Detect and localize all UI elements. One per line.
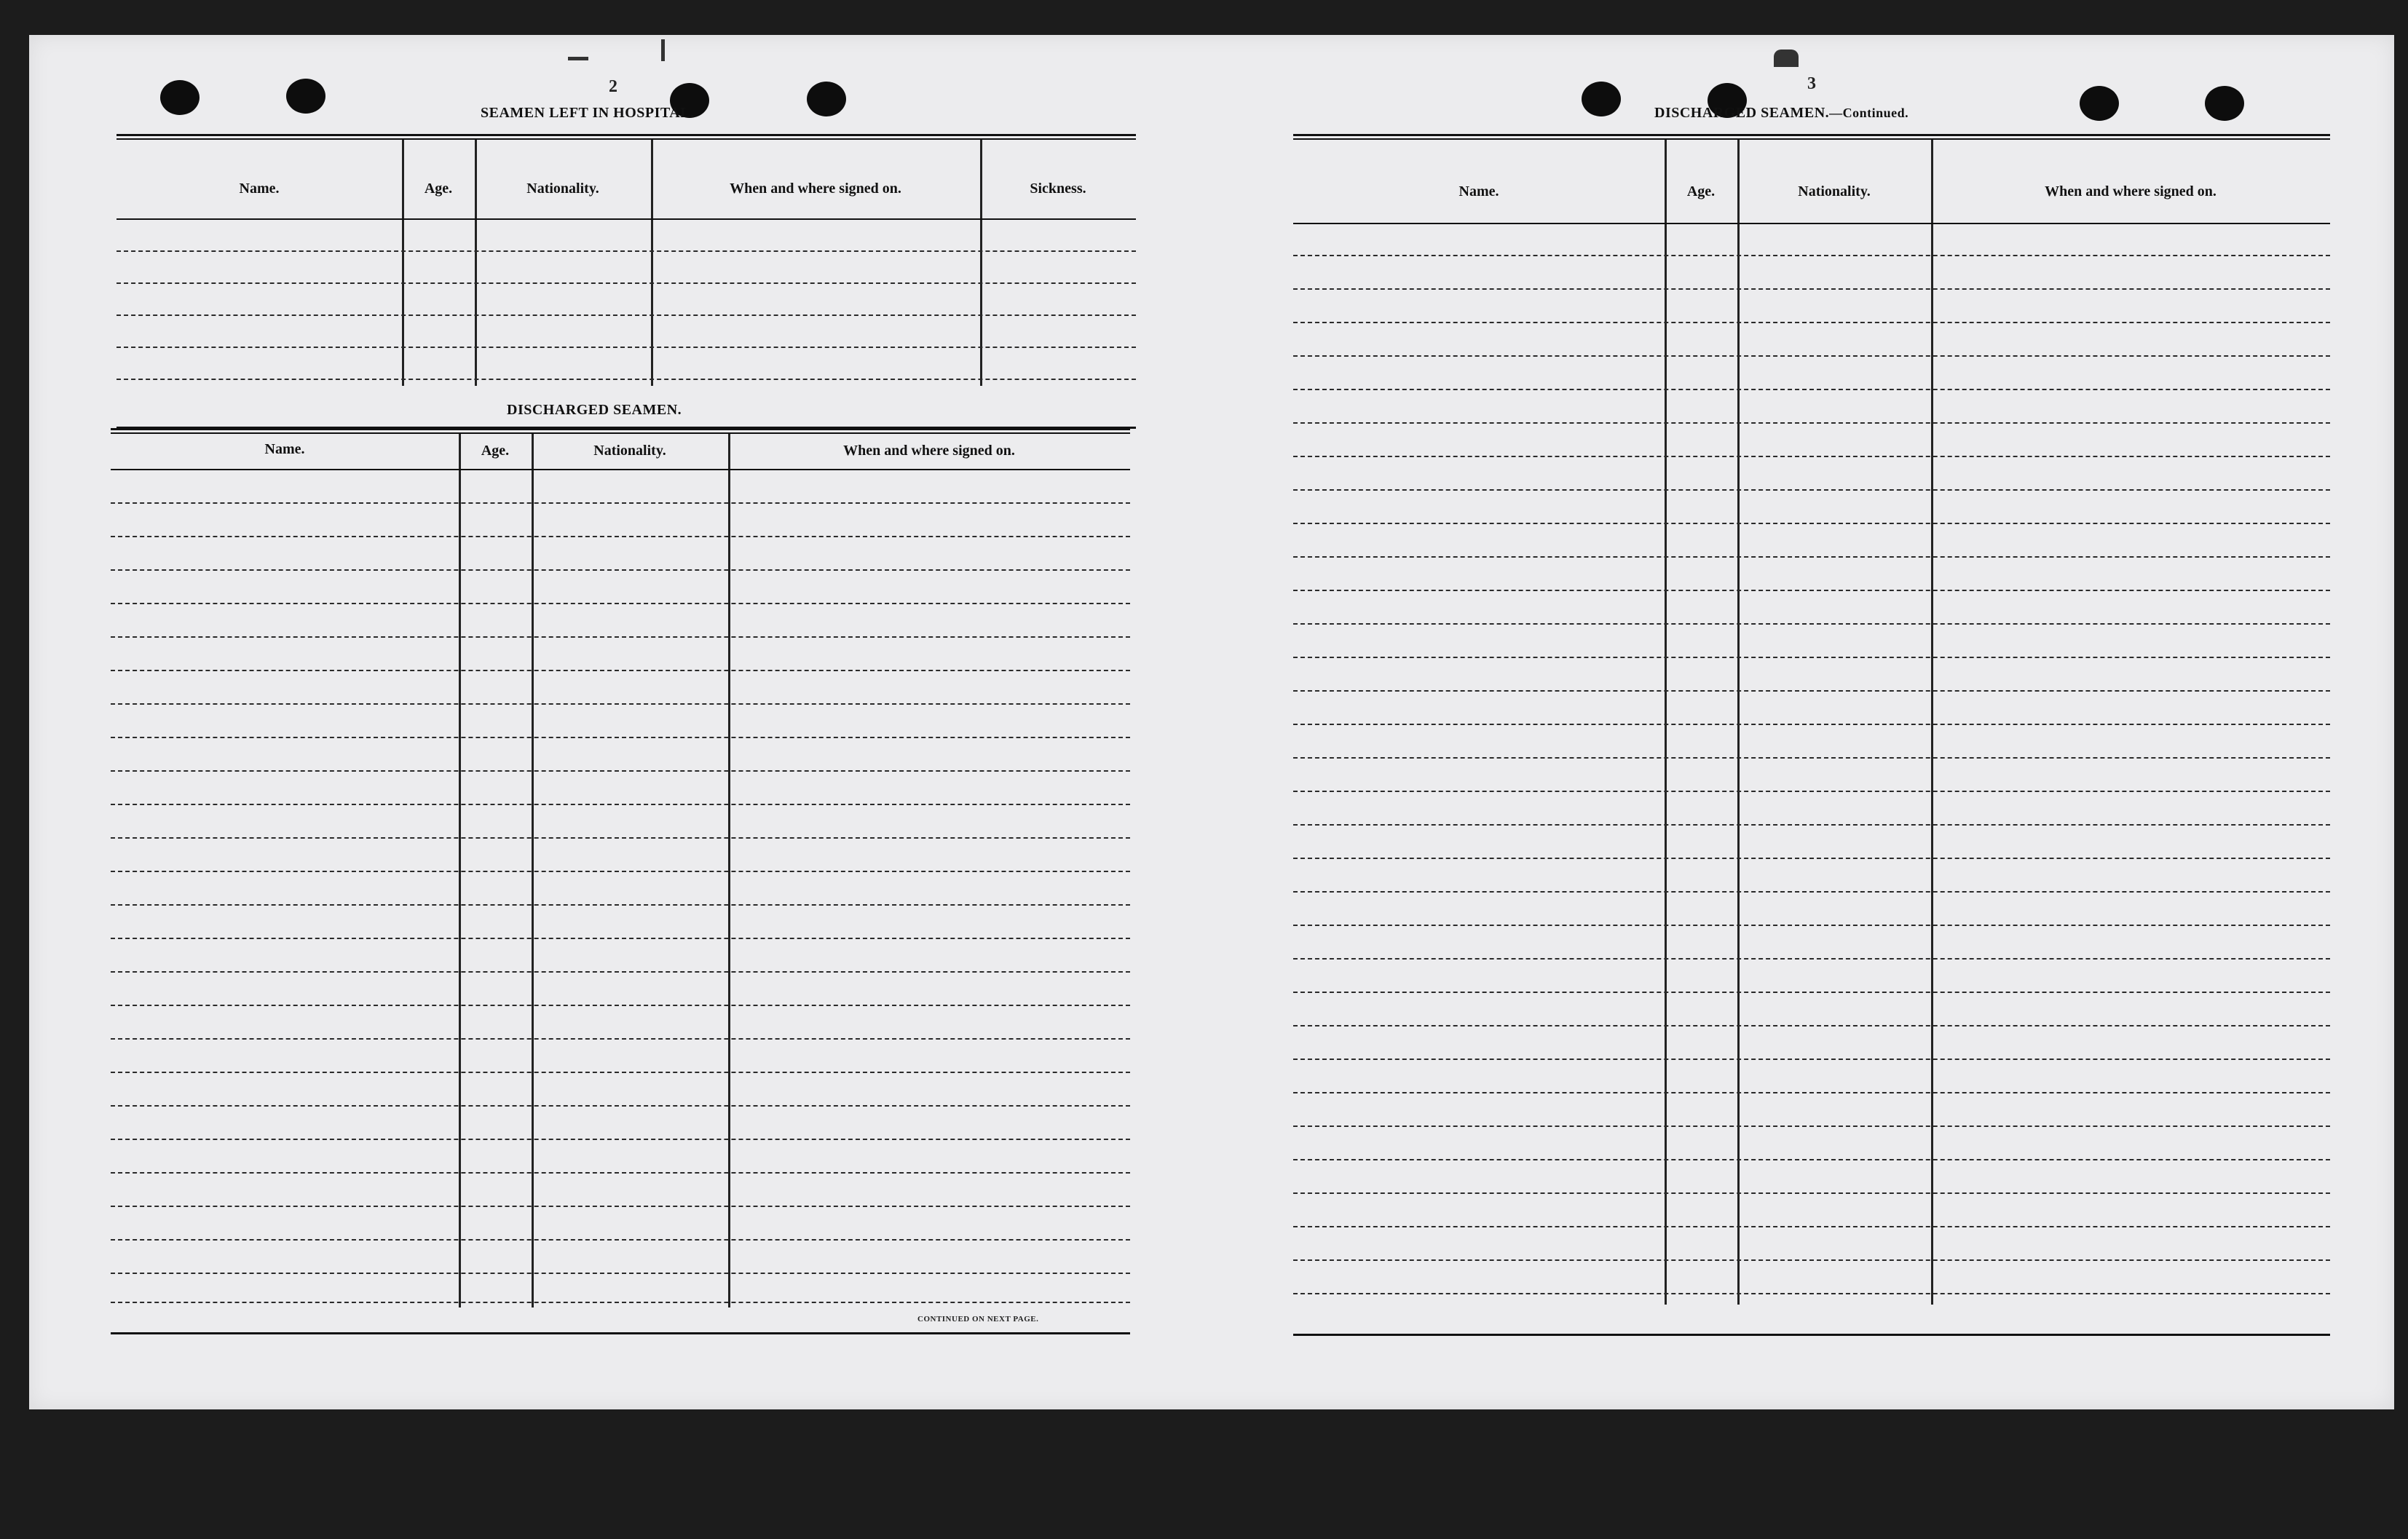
column-divider: [1737, 140, 1740, 1305]
continued-note: CONTINUED ON NEXT PAGE.: [917, 1315, 1039, 1324]
entry-line: [1293, 1125, 2330, 1127]
column-header-signed-on: When and where signed on.: [843, 443, 1015, 459]
column-header-nationality: Nationality.: [1798, 183, 1871, 199]
column-header-sickness: Sickness.: [1030, 181, 1086, 197]
entry-line: [111, 1302, 1130, 1303]
entry-line: [1293, 1226, 2330, 1227]
entry-line: [111, 1172, 1130, 1174]
header-underline: [111, 469, 1130, 470]
entry-line: [111, 603, 1130, 604]
entry-line: [1293, 690, 2330, 692]
entry-line: [1293, 858, 2330, 859]
top-rule: [117, 134, 1136, 136]
top-rule: [111, 428, 1130, 430]
entry-line: [1293, 992, 2330, 993]
discharged-table-left: [111, 428, 1130, 1338]
discharged-section-title-right: [1654, 105, 1908, 122]
column-divider: [651, 140, 653, 386]
entry-line: [1293, 556, 2330, 558]
entry-line: [1293, 523, 2330, 524]
entry-line: [1293, 1059, 2330, 1060]
column-header-signed-on: When and where signed on.: [730, 181, 901, 197]
entry-line: [111, 871, 1130, 872]
entry-line: [111, 569, 1130, 571]
entry-line: [1293, 322, 2330, 323]
entry-line: [111, 737, 1130, 738]
punch-hole: [2080, 86, 2119, 121]
entry-line: [1293, 389, 2330, 390]
entry-line: [1293, 456, 2330, 457]
entry-line: [1293, 1192, 2330, 1194]
column-header-nationality: Nationality.: [526, 181, 599, 197]
entry-line: [1293, 791, 2330, 792]
entry-line: [111, 770, 1130, 772]
ink-mark: [568, 57, 588, 60]
page-number-left: 2: [609, 77, 617, 96]
entry-line: [111, 1038, 1130, 1040]
entry-line: [111, 636, 1130, 638]
entry-line: [1293, 891, 2330, 893]
column-header-name: Name.: [1458, 183, 1499, 199]
column-header-name: Name.: [264, 441, 305, 457]
ink-mark: [1774, 50, 1799, 67]
entry-line: [1293, 590, 2330, 591]
entry-line: [111, 502, 1130, 504]
entry-line: [111, 1206, 1130, 1207]
entry-line: [1293, 724, 2330, 725]
entry-line: [1293, 422, 2330, 424]
entry-line: [1293, 925, 2330, 926]
entry-line: [1293, 1293, 2330, 1294]
column-header-nationality: Nationality.: [593, 443, 666, 459]
punch-hole: [2205, 86, 2244, 121]
entry-line: [111, 971, 1130, 973]
entry-line: [111, 904, 1130, 906]
entry-line: [111, 1239, 1130, 1241]
bottom-rule: [111, 1332, 1130, 1334]
top-rule: [1293, 134, 2330, 136]
entry-line: [111, 703, 1130, 705]
column-divider: [1665, 140, 1667, 1305]
entry-line: [111, 1139, 1130, 1140]
entry-line: [111, 837, 1130, 839]
entry-line: [111, 536, 1130, 537]
column-divider: [1931, 140, 1933, 1305]
punch-hole: [1582, 82, 1621, 116]
title-suffix: —Continued.: [1829, 106, 1909, 120]
entry-line: [117, 347, 1136, 348]
entry-line: [1293, 255, 2330, 256]
column-header-signed-on: When and where signed on.: [2045, 183, 2216, 199]
entry-line: [117, 314, 1136, 316]
entry-line: [1293, 657, 2330, 658]
title-text: DISCHARGED SEAMEN.: [1654, 105, 1830, 121]
punch-hole: [160, 80, 200, 115]
column-header-age: Age.: [481, 443, 510, 459]
entry-line: [1293, 757, 2330, 759]
entry-line: [1293, 288, 2330, 290]
column-divider: [475, 140, 477, 386]
punch-hole: [286, 79, 325, 114]
entry-line: [1293, 623, 2330, 625]
entry-line: [1293, 355, 2330, 357]
entry-line: [1293, 1025, 2330, 1026]
header-underline: [1293, 223, 2330, 224]
header-underline: [117, 218, 1136, 220]
entry-line: [111, 804, 1130, 805]
top-rule: [111, 432, 1130, 434]
top-rule: [117, 138, 1136, 140]
column-divider: [980, 140, 982, 386]
hospital-section-title: SEAMEN LEFT IN HOSPITAL.: [481, 105, 695, 121]
bottom-rule: [1293, 1334, 2330, 1336]
entry-line: [111, 670, 1130, 671]
column-header-age: Age.: [1686, 183, 1716, 199]
column-header-name: Name.: [239, 181, 280, 197]
entry-line: [117, 379, 1136, 380]
entry-line: [1293, 1259, 2330, 1261]
hospital-table: [117, 134, 1136, 431]
ink-mark: [661, 39, 665, 61]
entry-line: [111, 1072, 1130, 1073]
entry-line: [111, 938, 1130, 939]
entry-line: [117, 282, 1136, 284]
punch-hole: [807, 82, 846, 116]
entry-line: [1293, 824, 2330, 826]
top-rule: [1293, 138, 2330, 140]
column-header-age: Age.: [424, 181, 453, 197]
entry-line: [117, 250, 1136, 252]
discharged-section-title-left: DISCHARGED SEAMEN.: [507, 402, 682, 418]
entry-line: [111, 1005, 1130, 1006]
entry-line: [1293, 1092, 2330, 1093]
discharged-table-right: [1293, 134, 2330, 1342]
column-divider: [402, 140, 404, 386]
entry-line: [111, 1273, 1130, 1274]
entry-line: [111, 1105, 1130, 1107]
form-sheet: [29, 35, 2394, 1409]
entry-line: [1293, 1159, 2330, 1160]
entry-line: [1293, 958, 2330, 960]
page-number-right: 3: [1807, 74, 1816, 93]
entry-line: [1293, 489, 2330, 491]
